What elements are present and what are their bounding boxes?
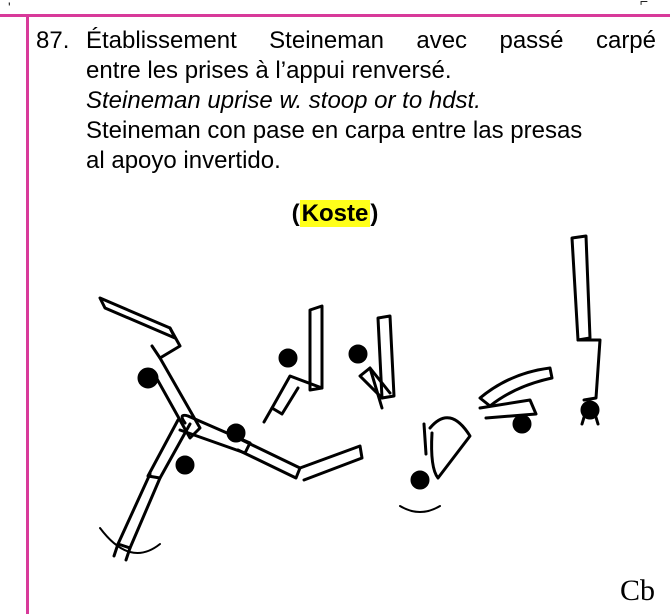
figure-pike-4 xyxy=(480,368,552,432)
figure-stoop xyxy=(228,425,362,480)
figure-pike-2 xyxy=(350,316,394,408)
corner-tick-left: ' xyxy=(8,0,11,15)
corner-tick-right: ⌐ xyxy=(640,0,649,9)
description-french-line-1: Établissement Steineman avec passé carpé xyxy=(86,27,656,54)
figure-pike-3 xyxy=(400,418,470,512)
description-english: Steineman uprise w. stoop or to hdst. xyxy=(86,87,481,114)
element-number: 87. xyxy=(36,27,70,54)
frame-top-left-border xyxy=(0,14,28,17)
gymnast-sequence-illustration xyxy=(60,228,670,606)
name-paren-close: ) xyxy=(370,200,379,227)
figure-swing xyxy=(100,298,200,438)
figure-handstand xyxy=(572,236,600,424)
element-name xyxy=(0,200,670,228)
description-spanish-line-1: Steineman con pase en carpa entre las presas xyxy=(86,117,583,144)
element-description xyxy=(86,26,664,176)
description-spanish-line-2: al apoyo invertido. xyxy=(86,147,281,174)
name-paren-open: ( xyxy=(291,200,300,227)
artist-signature: Cb xyxy=(620,574,656,606)
element-name-highlight: Koste xyxy=(301,200,369,227)
figure-pike-1 xyxy=(264,306,322,422)
description-french-line-2: entre les prises à l’appui renversé. xyxy=(86,57,452,84)
element-entry xyxy=(36,26,664,176)
